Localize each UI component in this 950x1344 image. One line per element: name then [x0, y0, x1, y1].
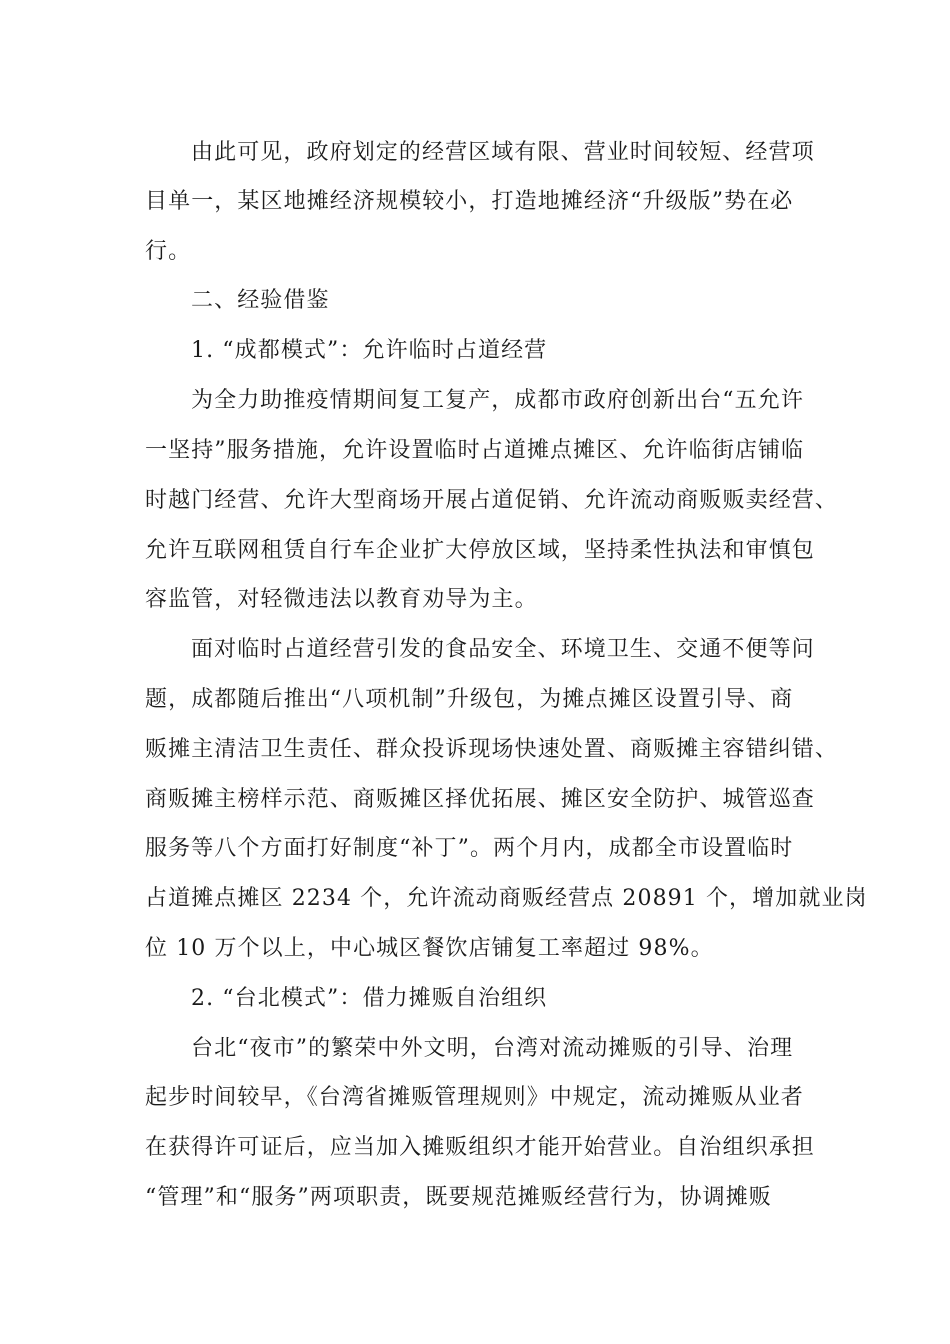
- text-line: 贩摊主清洁卫生责任、群众投诉现场快速处置、商贩摊主容错纠错、: [145, 737, 839, 762]
- text-line: 位 10 万个以上，中心城区餐饮店铺复工率超过 98%。: [145, 936, 714, 961]
- text-line: 台北“夜市”的繁荣中外文明，台湾对流动摊贩的引导、治理: [191, 1036, 794, 1061]
- text-line: 容监管，对轻微违法以教育劝导为主。: [145, 587, 538, 612]
- text-line: 面对临时占道经营引发的食品安全、环境卫生、交通不便等问: [191, 637, 815, 662]
- text-line: 为全力助推疫情期间复工复产，成都市政府创新出台“五允许: [191, 388, 804, 413]
- subsection-heading: 2. “台北模式”：借力摊贩自治组织: [191, 986, 548, 1011]
- text-line: 起步时间较早，《台湾省摊贩管理规则》中规定，流动摊贩从业者: [145, 1085, 804, 1110]
- text-line: 商贩摊主榜样示范、商贩摊区择优拓展、摊区安全防护、城管巡查: [145, 787, 815, 812]
- text-line: 由此可见，政府划定的经营区域有限、营业时间较短、经营项: [191, 140, 815, 165]
- text-line: 时越门经营、允许大型商场开展占道促销、允许流动商贩贩卖经营、: [145, 488, 839, 513]
- text-line: 在获得许可证后，应当加入摊贩组织才能开始营业。自治组织承担: [145, 1135, 815, 1160]
- text-line: 服务等八个方面打好制度“补丁”。两个月内，成都全市设置临时: [145, 836, 794, 861]
- text-line: 占道摊点摊区 2234 个，允许流动商贩经营点 20891 个，增加就业岗: [145, 886, 868, 911]
- section-heading: 二、经验借鉴: [191, 288, 330, 313]
- text-line: 行。: [145, 239, 192, 264]
- text-line: 题，成都随后推出“八项机制”升级包，为摊点摊区设置引导、商: [145, 687, 794, 712]
- text-line: 允许互联网租赁自行车企业扩大停放区域，坚持柔性执法和审慎包: [145, 538, 815, 563]
- subsection-heading: 1. “成都模式”：允许临时占道经营: [191, 338, 548, 363]
- text-line: “管理”和“服务”两项职责，既要规范摊贩经营行为，协调摊贩: [145, 1185, 772, 1210]
- text-line: 一坚持”服务措施，允许设置临时占道摊点摊区、允许临街店铺临: [145, 438, 805, 463]
- text-line: 目单一，某区地摊经济规模较小，打造地摊经济“升级版”势在必: [145, 189, 794, 214]
